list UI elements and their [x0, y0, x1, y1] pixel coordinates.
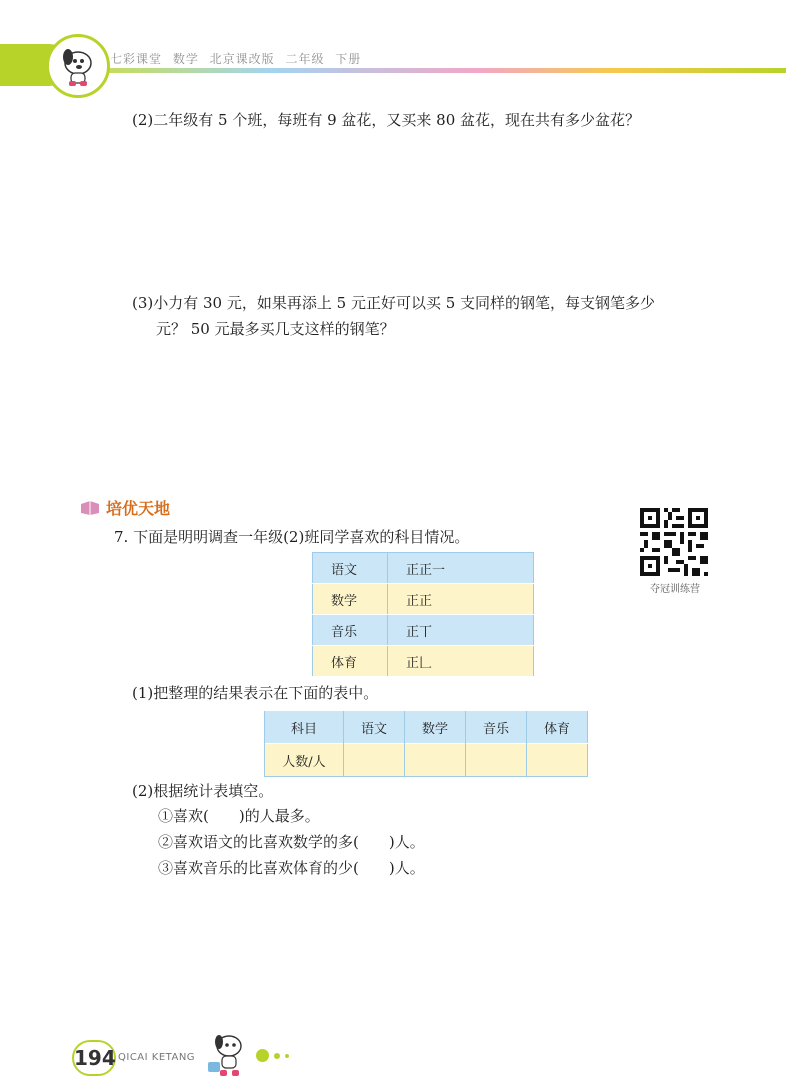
tally-table: [312, 552, 534, 677]
mascot-logo: [46, 34, 110, 98]
question-2: (2)二年级有 5 个班，每班有 9 盆花，又买来 80 盆花，现在共有多少盆花？: [132, 111, 641, 129]
tally-row: [313, 553, 534, 584]
qr-code-icon: [640, 508, 708, 576]
stats-row-label: 人数/人: [265, 744, 344, 777]
stats-header-cell: 体育: [527, 711, 588, 744]
tally-row: [313, 615, 534, 646]
stats-answer-cell[interactable]: [344, 744, 405, 777]
page-number: 194: [72, 1040, 116, 1076]
stats-count-row: [265, 744, 588, 777]
fill-blank-1: ①喜欢( )的人最多。: [158, 807, 320, 825]
question-7-prompt: 7. 下面是明明调查一年级(2)班同学喜欢的科目情况。: [114, 528, 470, 546]
tally-subject: 语文: [313, 553, 388, 584]
fill-blank-3: ③喜欢音乐的比喜欢体育的少( )人。: [158, 859, 425, 877]
tally-marks: 正𠃊: [388, 646, 534, 677]
stats-header-cell: 科目: [265, 711, 344, 744]
fill-blank-2: ②喜欢语文的比喜欢数学的多( )人。: [158, 833, 425, 851]
stats-header-row: [265, 711, 588, 744]
tally-row: [313, 646, 534, 677]
question-3: [132, 290, 732, 342]
tally-marks: 正正一: [388, 553, 534, 584]
dog-mascot-icon: [49, 37, 107, 95]
question-3-line-2: 元？ 50 元最多买几支这样的钢笔？: [156, 320, 395, 338]
tally-subject: 体育: [313, 646, 388, 677]
header-stripe: [100, 68, 786, 73]
footer-brand: QICAI KETANG: [118, 1052, 196, 1063]
tally-subject: 数学: [313, 584, 388, 615]
stats-header-cell: 音乐: [466, 711, 527, 744]
footer-dot: [274, 1053, 280, 1059]
question-7-part-1: (1)把整理的结果表示在下面的表中。: [132, 684, 379, 702]
book-icon: [80, 500, 100, 516]
dog-mascot-icon: [204, 1030, 254, 1078]
question-7-part-2: (2)根据统计表填空。: [132, 782, 274, 800]
tally-marks: 正丅: [388, 615, 534, 646]
stats-table: [264, 710, 588, 777]
stats-answer-cell[interactable]: [466, 744, 527, 777]
qr-caption: 夺冠训练营: [650, 584, 700, 595]
stats-answer-cell[interactable]: [405, 744, 466, 777]
section-heading: [80, 496, 170, 519]
footer-dot: [285, 1054, 289, 1058]
tally-subject: 音乐: [313, 615, 388, 646]
section-title: 培优天地: [106, 499, 171, 518]
stats-header-cell: 语文: [344, 711, 405, 744]
tally-marks: 正正: [388, 584, 534, 615]
footer-dot: [256, 1049, 269, 1062]
question-3-line-1: (3)小力有 30 元，如果再添上 5 元正好可以买 5 支同样的钢笔，每支钢笔多少: [132, 294, 656, 312]
stats-answer-cell[interactable]: [527, 744, 588, 777]
tally-row: [313, 584, 534, 615]
book-title: 七彩课堂 数学 北京课改版 二年级 下册: [110, 52, 362, 66]
stats-header-cell: 数学: [405, 711, 466, 744]
